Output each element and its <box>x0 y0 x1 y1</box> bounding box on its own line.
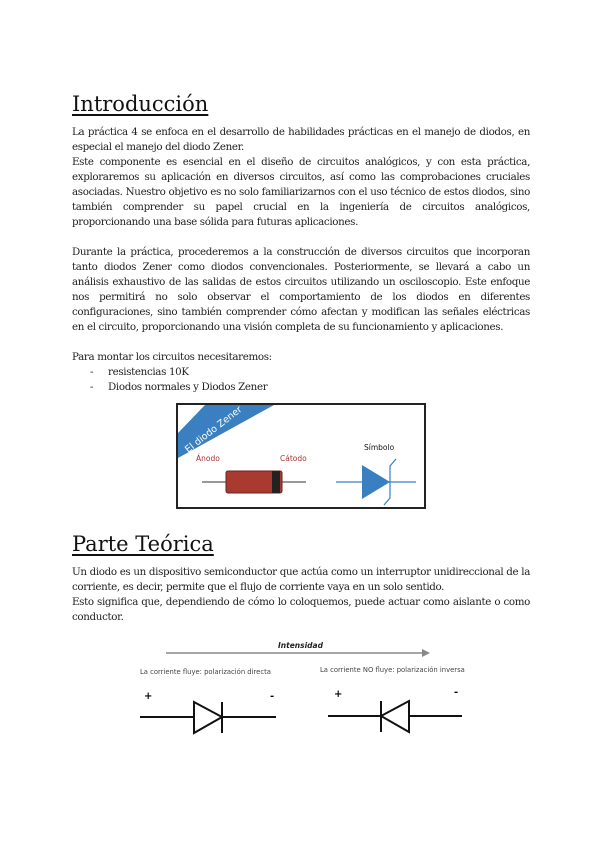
theory-text <box>72 565 530 625</box>
zener-diode-image <box>176 403 426 509</box>
theory-heading: Parte Teórica <box>72 532 214 556</box>
intro-text <box>72 125 530 395</box>
symbol-label: Símbolo <box>364 443 395 452</box>
materials-list <box>72 365 530 395</box>
intro-paragraph-3: Durante la práctica, procederemos a la construcción de diversos circuitos que incorporan tanto diodos Zener como diodos convencionales. Posteriormente, se llevará a cabo un análisis exhaustivo de las salidas de estos circuitos utilizando un osciloscopio. Este enfoque nos permitirá no solo observar el comportamiento de los diodos en diferentes configuraciones, sino también comprender cómo afectan y modifican las señales eléctricas en el circuito, proporcionando una visión completa de su funcionamiento y aplicaciones. <box>72 246 530 333</box>
arrow-label: Intensidad <box>278 641 323 650</box>
arrow-head-icon <box>422 649 430 657</box>
reverse-diode-icon <box>328 701 462 732</box>
list-item: - resistencias 10K <box>72 365 530 380</box>
intro-paragraph-4: Para montar los circuitos necesitaremos: <box>72 351 272 363</box>
forward-label: La corriente fluye: polarización directa <box>140 668 271 676</box>
cathode-label: Cátodo <box>280 454 307 463</box>
forward-diode-icon <box>140 702 276 733</box>
anode-label: Ánodo <box>196 454 220 463</box>
minus-sign: - <box>454 687 459 698</box>
plus-sign: + <box>144 691 153 702</box>
theory-paragraph-2: Esto significa que, dependiendo de cómo lo coloquemos, puede actuar como aislante o como conductor. <box>72 596 530 623</box>
intro-heading: Introducción <box>72 92 209 116</box>
reverse-label: La corriente NO fluye: polarización inversa <box>320 666 465 674</box>
polarization-diagram <box>130 633 490 743</box>
minus-sign: - <box>270 691 275 702</box>
intro-paragraph-1: La práctica 4 se enfoca en el desarrollo de habilidades prácticas en el manejo de diodos, en especial el manejo del diodo Zener. <box>72 126 530 153</box>
intro-paragraph-2: Este componente es esencial en el diseño de circuitos analógicos, y con esta práctica, exploraremos su aplicación en diversos circuitos, así como las comprobaciones cruciales asociadas. Nuestro objetivo es no solo familiarizarnos con el uso técnico de estos diodos, sino también comprender su papel crucial en la ingeniería de circuitos analógicos, proporcionando una base sólida para futuras aplicaciones. <box>72 156 530 228</box>
banner-text: El diodo Zener <box>183 404 245 456</box>
plus-sign: + <box>334 689 343 700</box>
theory-paragraph-1: Un diodo es un dispositivo semiconductor que actúa como un interruptor unidireccional de la corriente, es decir, permite que el flujo de corriente vaya en un solo sentido. <box>72 566 530 593</box>
list-item: - Diodos normales y Diodos Zener <box>72 380 530 395</box>
